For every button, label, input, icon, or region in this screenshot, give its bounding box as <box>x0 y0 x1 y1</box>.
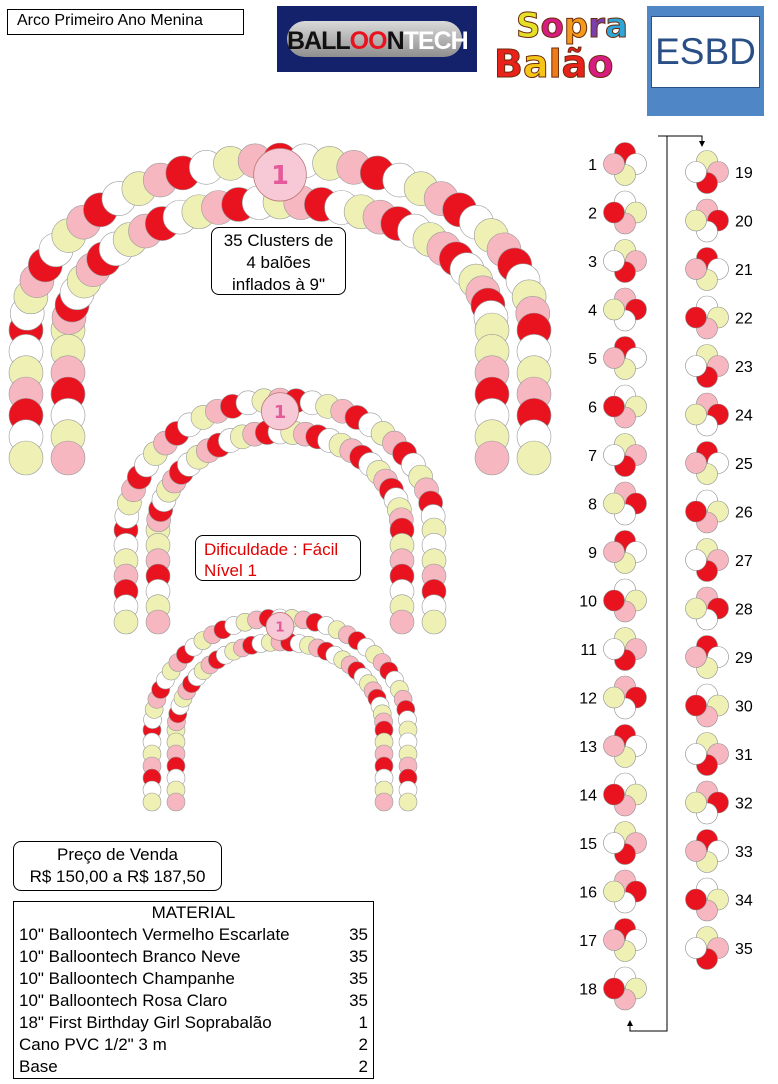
balloon <box>375 793 393 811</box>
cluster-number: 10 <box>579 593 597 611</box>
cluster-4 <box>604 288 647 331</box>
balloon <box>114 610 138 634</box>
cluster-number: 23 <box>735 359 753 376</box>
cluster-8 <box>604 482 647 525</box>
arrow-down-icon <box>699 141 705 147</box>
balloon <box>604 784 625 805</box>
cluster-25 <box>686 442 729 485</box>
cluster-3 <box>604 240 647 283</box>
material-table <box>13 901 374 1079</box>
cluster-number: 34 <box>735 892 753 910</box>
cluster-29 <box>686 636 729 679</box>
balloon <box>686 259 707 280</box>
cluster-number: 21 <box>735 262 753 279</box>
balloontech-logo-pill <box>287 21 468 57</box>
balloon <box>686 162 707 183</box>
material-item-qty: 35 <box>349 969 368 988</box>
cluster-32 <box>686 781 729 824</box>
cluster-17 <box>604 919 647 962</box>
material-item-qty: 35 <box>349 947 368 966</box>
difficulty-box <box>195 535 361 581</box>
cluster-number: 16 <box>579 884 597 902</box>
cluster-number: 6 <box>588 399 597 417</box>
cluster-12 <box>604 676 647 719</box>
balloon <box>604 251 625 272</box>
price-label: Preço de Venda <box>57 845 178 864</box>
material-item-name: Cano PVC 1/2" 3 m <box>19 1035 167 1054</box>
balloon <box>686 938 707 959</box>
esbd-logo-panel <box>651 16 760 88</box>
cluster-19 <box>686 151 729 194</box>
balloon <box>399 793 417 811</box>
balloon <box>686 889 707 910</box>
title-box <box>7 9 244 35</box>
material-row <box>19 1034 368 1056</box>
cluster-16 <box>604 870 647 913</box>
cluster-number: 2 <box>588 205 597 223</box>
balloon <box>604 493 625 514</box>
balloon <box>604 687 625 708</box>
cluster-number: 14 <box>579 787 597 805</box>
cluster-1 <box>604 143 647 186</box>
balloon <box>604 154 625 175</box>
cluster-number: 12 <box>579 690 597 708</box>
balloontech-logo-text: BALLOONTECH <box>287 27 468 55</box>
balloon <box>604 542 625 563</box>
cluster-number: 27 <box>735 553 753 570</box>
cluster-2 <box>604 191 647 234</box>
price-value: R$ 150,00 a R$ 187,50 <box>29 867 206 886</box>
cluster-14 <box>604 773 647 816</box>
price-box <box>13 841 222 891</box>
cluster-24 <box>686 393 729 436</box>
cluster-20 <box>686 199 729 242</box>
material-row <box>19 1012 368 1034</box>
cluster-number: 28 <box>735 601 753 619</box>
first-birthday-foil <box>266 612 294 640</box>
material-item-name: 10" Balloontech Champanhe <box>19 969 235 988</box>
cluster-number: 30 <box>735 698 753 716</box>
cluster-sequence-chart <box>570 126 770 1046</box>
cluster-number: 3 <box>588 254 597 271</box>
balloon <box>604 639 625 660</box>
balloon <box>686 598 707 619</box>
small-arch <box>143 609 417 811</box>
balloon <box>686 356 707 377</box>
material-item-name: 10" Balloontech Rosa Claro <box>19 991 228 1010</box>
cluster-number: 4 <box>588 302 597 320</box>
cluster-number: 1 <box>588 157 597 174</box>
cluster-13 <box>604 725 647 768</box>
material-item-qty: 35 <box>349 991 368 1010</box>
balloon <box>146 610 170 634</box>
material-item-qty: 1 <box>358 1013 368 1032</box>
balloon <box>167 793 185 811</box>
cluster-33 <box>686 830 729 873</box>
clusters-note-line2: 4 balões <box>246 253 311 272</box>
cluster-9 <box>604 531 647 574</box>
cluster-18 <box>604 967 647 1010</box>
balloon <box>422 610 446 634</box>
cluster-27 <box>686 539 729 582</box>
balloon <box>686 404 707 425</box>
balloon <box>604 348 625 369</box>
material-header: MATERIAL <box>151 903 236 922</box>
cluster-31 <box>686 733 729 776</box>
balloon <box>686 841 707 862</box>
foil-number: 1 <box>275 619 285 636</box>
arrow-up-icon <box>627 1020 633 1026</box>
cluster-30 <box>686 684 729 727</box>
balloon <box>686 695 707 716</box>
cluster-number: 9 <box>588 545 597 562</box>
balloon <box>604 881 625 902</box>
first-birthday-foil <box>254 148 307 201</box>
material-row <box>19 990 368 1012</box>
balloon <box>390 610 414 634</box>
cluster-number: 29 <box>735 650 753 667</box>
cluster-number: 22 <box>735 310 753 328</box>
balloon <box>517 441 551 475</box>
clusters-note <box>211 227 346 295</box>
material-row <box>19 924 368 946</box>
balloon <box>686 307 707 328</box>
cluster-35 <box>686 927 729 970</box>
cluster-23 <box>686 345 729 388</box>
cluster-number: 15 <box>579 836 597 853</box>
material-item-name: 10" Balloontech Branco Neve <box>19 947 241 966</box>
balloon <box>9 441 43 475</box>
cluster-number: 20 <box>735 213 753 231</box>
balloon <box>604 202 625 223</box>
cluster-number: 11 <box>580 642 597 659</box>
balloon <box>604 445 625 466</box>
cluster-6 <box>604 385 647 428</box>
page-title: Arco Primeiro Ano Menina <box>17 12 203 29</box>
material-item-qty: 2 <box>358 1057 368 1076</box>
balloon <box>686 550 707 571</box>
cluster-7 <box>604 434 647 477</box>
balloon <box>686 501 707 522</box>
cluster-number: 18 <box>579 981 597 999</box>
clusters-note-line3: inflados à 9" <box>232 275 325 294</box>
foil-number: 1 <box>271 161 289 192</box>
balloon <box>604 833 625 854</box>
clusters-note-line1: 35 Clusters de <box>223 231 334 250</box>
foil-number: 1 <box>273 401 287 423</box>
material-item-qty: 2 <box>358 1035 368 1054</box>
material-row <box>19 946 368 968</box>
balloon <box>604 299 625 320</box>
balloontech-logo <box>277 6 477 72</box>
material-row <box>19 968 368 990</box>
cluster-number: 8 <box>588 496 597 514</box>
soprabalao-logo-line2: Balão <box>494 42 614 86</box>
balloon <box>51 441 85 475</box>
balloon <box>686 647 707 668</box>
material-item-name: 18" First Birthday Girl Soprabalão <box>19 1013 272 1032</box>
cluster-5 <box>604 337 647 380</box>
cluster-number: 24 <box>735 407 753 425</box>
cluster-number: 33 <box>735 844 753 861</box>
balloon <box>604 930 625 951</box>
soprabalao-logo <box>488 6 636 88</box>
cluster-21 <box>686 248 729 291</box>
balloon <box>686 453 707 474</box>
balloon <box>686 744 707 765</box>
material-item-name: 10" Balloontech Vermelho Escarlate <box>19 925 290 944</box>
material-row <box>19 1056 368 1078</box>
esbd-logo <box>647 6 764 116</box>
material-item-qty: 35 <box>349 925 368 944</box>
balloon <box>475 441 509 475</box>
cluster-number: 31 <box>735 747 753 764</box>
difficulty-label: Dificuldade : Fácil <box>204 540 339 559</box>
cluster-26 <box>686 490 729 533</box>
balloon <box>604 736 625 757</box>
cluster-number: 5 <box>588 351 597 368</box>
first-birthday-foil <box>261 393 298 430</box>
cluster-10 <box>604 579 647 622</box>
cluster-number: 25 <box>735 456 753 473</box>
balloon <box>604 396 625 417</box>
cluster-number: 17 <box>579 933 597 950</box>
balloon <box>143 793 161 811</box>
balloon <box>604 978 625 999</box>
difficulty-level: Nível 1 <box>204 561 257 580</box>
cluster-34 <box>686 878 729 921</box>
cluster-number: 7 <box>588 448 597 465</box>
cluster-number: 19 <box>735 165 753 182</box>
cluster-number: 26 <box>735 504 753 522</box>
balloon <box>686 210 707 231</box>
esbd-logo-text: ESBD <box>655 31 756 72</box>
cluster-number: 13 <box>579 739 597 756</box>
medium-arch <box>114 388 446 634</box>
cluster-28 <box>686 587 729 630</box>
cluster-number: 35 <box>735 941 753 958</box>
material-item-name: Base <box>19 1057 58 1076</box>
arch-illustrations <box>0 100 560 830</box>
cluster-15 <box>604 822 647 865</box>
soprabalao-logo-line1: Sopra <box>516 6 628 46</box>
balloon <box>604 590 625 611</box>
cluster-22 <box>686 296 729 339</box>
cluster-number: 32 <box>735 795 753 813</box>
cluster-11 <box>604 628 647 671</box>
balloon <box>686 792 707 813</box>
